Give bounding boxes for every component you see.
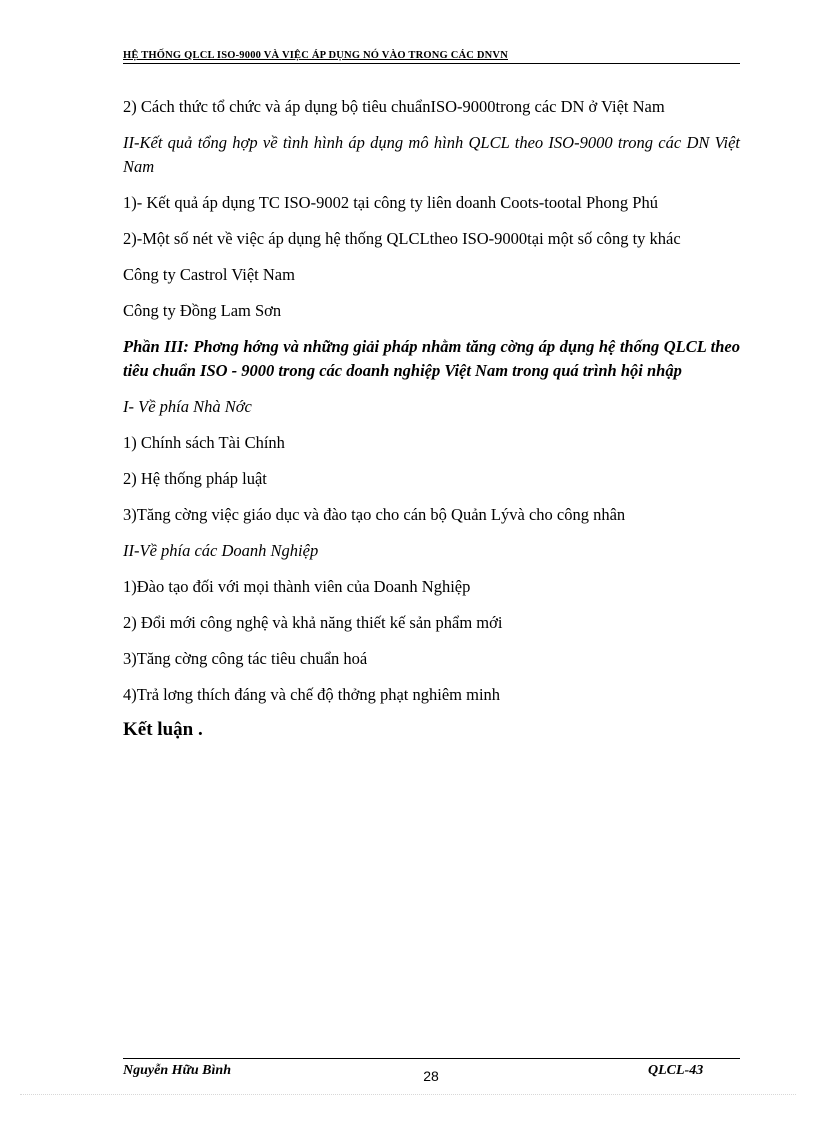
page-header-title: HỆ THỐNG QLCL ISO-9000 VÀ VIỆC ÁP DỤNG NÓ VÀO TRONG CÁC DNVN xyxy=(123,50,508,61)
section-item-2-organization: 2) Cách thức tổ chức và áp dụng bộ tiêu chuẩnISO-9000trong các DN ở Việt Nam xyxy=(123,97,665,116)
state-item-education: 3)Tăng cờng việc giáo dục và đào tạo cho cán bộ Quản Lývà cho công nhân xyxy=(123,505,626,524)
section-heading-state: I- Về phía Nhà Nớc xyxy=(123,397,252,416)
enterprise-item-training: 1)Đào tạo đối với mọi thành viên của Doanh Nghiệp xyxy=(123,577,471,596)
document-body xyxy=(123,95,740,741)
company-dong-lam-son: Công ty Đồng Lam Sơn xyxy=(123,301,282,320)
state-item-finance-policy: 1) Chính sách Tài Chính xyxy=(123,433,285,452)
header-divider xyxy=(123,63,740,64)
enterprise-item-innovation: 2) Đổi mới công nghệ và khả năng thiết kế sản phẩm mới xyxy=(123,613,503,632)
enterprise-item-compensation: 4)Trả lơng thích đáng và chế độ thởng phạt nghiêm minh xyxy=(123,685,501,704)
enterprise-item-standardization: 3)Tăng cờng công tác tiêu chuẩn hoá xyxy=(123,649,368,668)
page-bottom-dotted-line xyxy=(20,1094,796,1095)
company-castrol: Công ty Castrol Việt Nam xyxy=(123,265,295,284)
section-item-1-coots-tootal: 1)- Kết quả áp dụng TC ISO-9002 tại công ty liên doanh Coots-tootal Phong Phú xyxy=(123,193,658,212)
footer-divider xyxy=(123,1058,740,1059)
state-item-legal-system: 2) Hệ thống pháp luật xyxy=(123,469,267,488)
section-heading-enterprises: II-Về phía các Doanh Nghiệp xyxy=(123,541,319,560)
conclusion-heading: Kết luận . xyxy=(123,719,203,740)
footer-class-code: QLCL-43 xyxy=(648,1063,704,1078)
part-iii-heading: Phần III: Phơng hớng và những giải pháp nhằm tăng cờng áp dụng hệ thống QLCL theo tiêu chuẩn ISO - 9000 trong các doanh nghiệp Việt Nam trong quá trình hội nhập xyxy=(123,337,740,380)
footer-author: Nguyễn Hữu Bình xyxy=(123,1063,231,1078)
page-number: 28 xyxy=(423,1068,439,1084)
section-item-2-other-companies: 2)-Một số nét về việc áp dụng hệ thống QLCLtheo ISO-9000tại một số công ty khác xyxy=(123,229,681,248)
section-heading-ii-results: II-Kết quả tổng hợp về tình hình áp dụng mô hình QLCL theo ISO-9000 trong các DN Việt Nam xyxy=(123,133,740,176)
